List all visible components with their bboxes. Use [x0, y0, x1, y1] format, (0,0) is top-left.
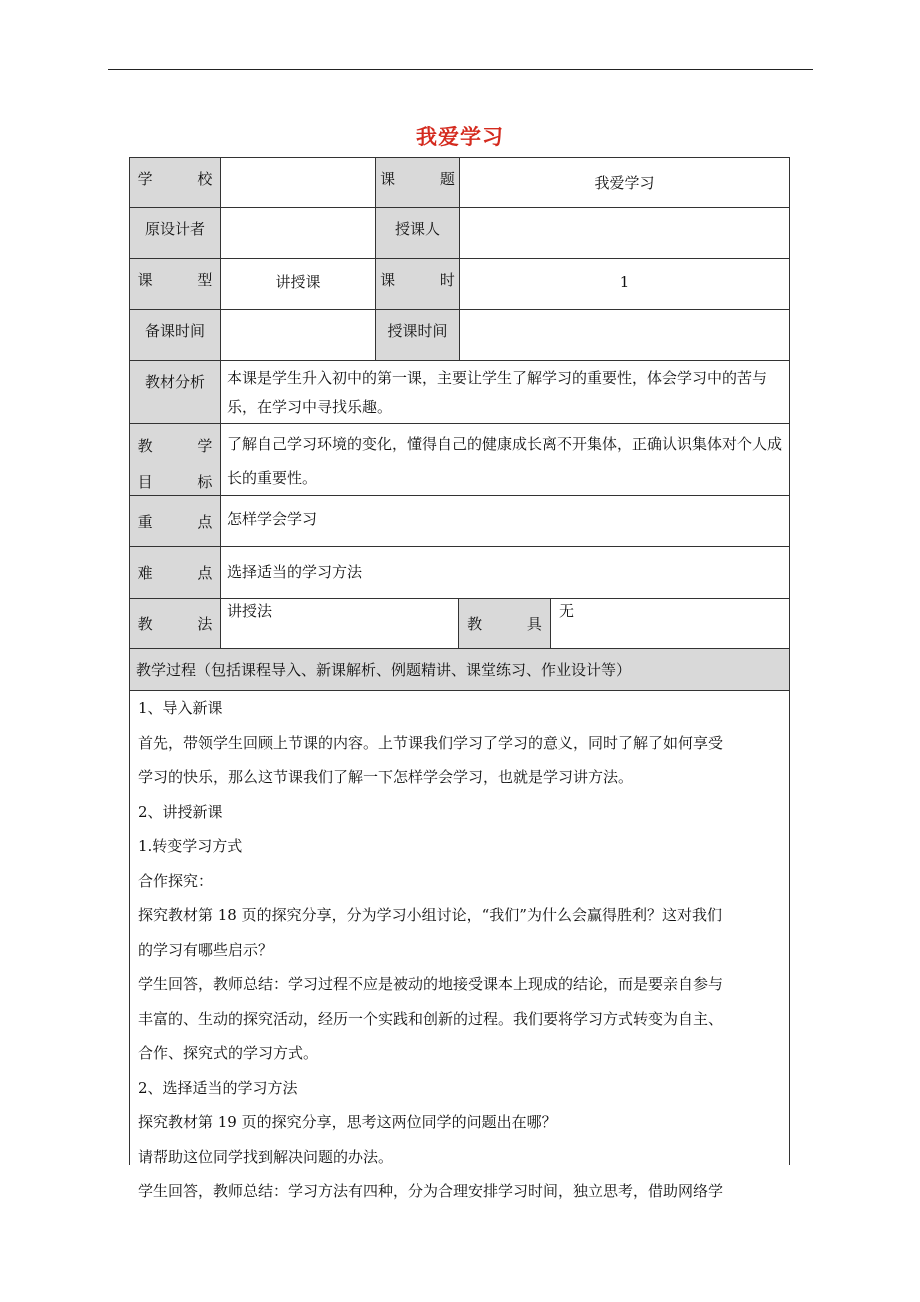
difficulty-text-cell — [220, 546, 790, 599]
tools-value: 无 — [559, 602, 575, 620]
teacher-label-cell — [375, 207, 460, 259]
process-line: 丰富的、生动的探究活动，经历一个实践和创新的过程。我们要将学习方式转变为自主、 — [138, 1009, 724, 1028]
process-line: 探究教材第 18 页的探究分享，分为学习小组讨论，“我们”为什么会赢得胜利？这对我们 — [138, 906, 722, 924]
school-label: 学 校 — [137, 170, 233, 188]
difficulty-label: 难 点 — [137, 564, 233, 582]
school-value-cell — [220, 157, 376, 208]
hours-label-cell — [375, 258, 475, 310]
teacher-value-cell — [459, 207, 790, 259]
type-label-cell — [129, 258, 233, 310]
process-line: 合作、探究式的学习方式。 — [138, 1044, 319, 1062]
analysis-label-cell — [129, 360, 221, 424]
method-label-cell — [129, 598, 233, 649]
method-value: 讲授法 — [227, 602, 273, 620]
tools-value-cell — [550, 598, 790, 649]
process-body — [129, 690, 790, 1200]
tools-label: 教 具 — [467, 615, 562, 633]
header-rule — [108, 69, 813, 70]
teach-time-label-cell — [375, 309, 460, 361]
process-header: 教学过程（包括课程导入、新课解析、例题精讲、课堂练习、作业设计等） — [136, 661, 632, 679]
objectives-label-line2: 目 标 — [137, 473, 233, 491]
prep-time-label: 备课时间 — [144, 322, 205, 340]
type-value-cell — [220, 258, 376, 310]
objectives-label-cell — [129, 423, 233, 496]
analysis-text-cell — [220, 360, 790, 424]
topic-label-cell — [375, 157, 475, 208]
process-line: 2、选择适当的学习方法 — [138, 1078, 298, 1097]
method-value-cell — [220, 598, 459, 649]
designer-value-cell — [220, 207, 376, 259]
key-point-text-cell — [220, 495, 790, 547]
designer-label-cell — [129, 207, 221, 259]
designer-label: 原设计者 — [144, 220, 205, 238]
process-line: 探究教材第 19 页的探究分享，思考这两位同学的问题出在哪？ — [138, 1113, 557, 1131]
process-line: 1.转变学习方式 — [138, 837, 243, 855]
key-point-text: 怎样学会学习 — [227, 510, 318, 528]
teach-time-value-cell — [459, 309, 790, 361]
teach-time-label: 授课时间 — [387, 322, 448, 340]
objectives-text: 了解自己学习环境的变化，懂得自己的健康成长离不开集体，正确认识集体对个人成长的重要性。 — [227, 435, 783, 487]
process-line: 学习的快乐，那么这节课我们了解一下怎样学会学习，也就是学习讲方法。 — [138, 768, 634, 786]
hours-value: 1 — [619, 273, 630, 291]
process-line: 1、导入新课 — [138, 699, 223, 717]
page-title: 我爱学习 — [416, 125, 504, 149]
process-line: 学生回答，教师总结：学习过程不应是被动的地接受课本上现成的结论，而是要亲自参与 — [138, 975, 724, 993]
hours-value-cell — [459, 258, 790, 310]
method-label: 教 法 — [137, 615, 233, 633]
type-label: 课 型 — [137, 271, 233, 289]
key-point-label: 重 点 — [137, 512, 233, 531]
process-line: 学生回答，教师总结：学习方法有四种，分为合理安排学习时间，独立思考，借助网络学 — [138, 1182, 724, 1200]
process-line: 首先，带领学生回顾上节课的内容。上节课我们学习了学习的意义，同时了解了如何享受 — [138, 733, 724, 752]
lesson-plan-table — [129, 157, 790, 1200]
analysis-text: 本课是学生升入初中的第一课，主要让学生了解学习的重要性，体会学习中的苦与乐，在学习中寻找乐趣。 — [227, 369, 768, 416]
tools-label-cell — [458, 598, 562, 649]
process-line: 2、讲授新课 — [138, 802, 223, 821]
topic-value: 我爱学习 — [594, 174, 655, 192]
process-line: 的学习有哪些启示？ — [138, 940, 274, 959]
objectives-text-cell — [220, 423, 790, 496]
prep-time-value-cell — [220, 309, 376, 361]
process-line: 合作探究： — [138, 871, 214, 890]
school-label-cell — [129, 157, 233, 208]
difficulty-text: 选择适当的学习方法 — [227, 563, 363, 581]
prep-time-label-cell — [129, 309, 221, 361]
topic-value-cell — [459, 157, 790, 208]
type-value: 讲授课 — [275, 273, 321, 291]
topic-label: 课 题 — [380, 170, 475, 188]
teacher-label: 授课人 — [394, 220, 440, 238]
difficulty-label-cell — [129, 546, 233, 599]
objectives-label-line1: 教 学 — [137, 437, 233, 455]
process-header-cell — [129, 648, 790, 691]
analysis-label: 教材分析 — [144, 373, 205, 391]
process-line: 请帮助这位同学找到解决问题的办法。 — [138, 1147, 394, 1166]
hours-label: 课 时 — [380, 271, 475, 289]
key-point-label-cell — [129, 495, 233, 547]
